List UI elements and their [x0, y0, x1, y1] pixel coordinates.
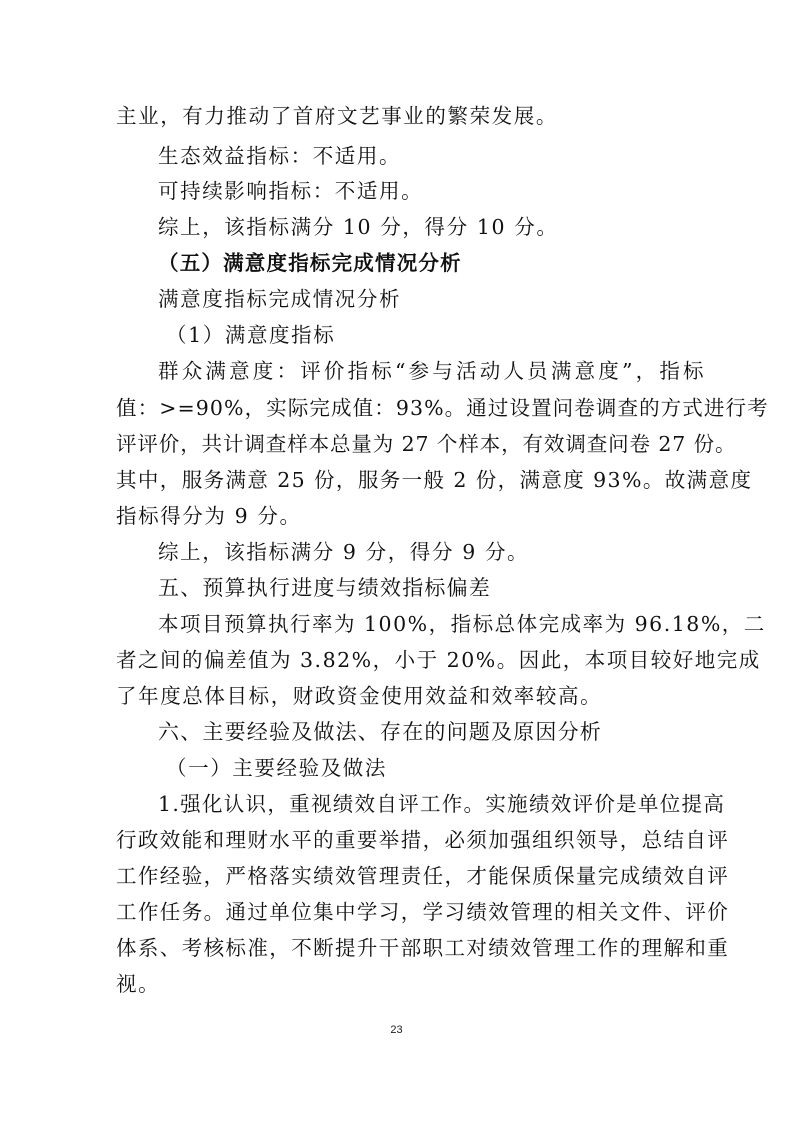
- paragraph-experience-line3: 工作经验，严格落实绩效管理责任，才能保质保量完成绩效自评: [116, 864, 730, 888]
- paragraph-experience-line2: 行政效能和理财水平的重要举措，必须加强组织领导，总结自评: [116, 828, 730, 852]
- paragraph-public-satisfaction-line1: 群众满意度：评价指标“参与活动人员满意度”，指标: [158, 359, 707, 383]
- paragraph-budget-line1: 本项目预算执行率为 100%，指标总体完成率为 96.18%，二: [158, 612, 766, 636]
- paragraph-budget-line2: 者之间的偏差值为 3.82%，小于 20%。因此，本项目较好地完成: [116, 648, 761, 672]
- paragraph-public-satisfaction-line4: 其中，服务满意 25 份，服务一般 2 份，满意度 93%。故满意度: [116, 468, 753, 492]
- section-heading-satisfaction: （五）满意度指标完成情况分析: [158, 251, 462, 275]
- paragraph-experience-line1: 1.强化认识，重视绩效自评工作。实施绩效评价是单位提高: [158, 792, 726, 816]
- ecological-benefit-indicator: 生态效益指标：不适用。: [158, 144, 402, 168]
- heading-budget-deviation: 五、预算执行进度与绩效指标偏差: [158, 576, 491, 600]
- subheading-satisfaction-indicator: （1）满意度指标: [166, 323, 336, 347]
- summary-score-line: 综上，该指标满分 10 分，得分 10 分。: [158, 215, 559, 239]
- subheading-satisfaction-analysis: 满意度指标完成情况分析: [158, 287, 402, 311]
- summary-satisfaction-score: 综上，该指标满分 9 分，得分 9 分。: [158, 540, 530, 564]
- paragraph-public-satisfaction-line5: 指标得分为 9 分。: [116, 504, 302, 528]
- heading-experience-issues: 六、主要经验及做法、存在的问题及原因分析: [158, 720, 602, 744]
- paragraph-continuation: 主业，有力推动了首府文艺事业的繁荣发展。: [116, 104, 558, 128]
- paragraph-experience-line5: 体系、考核标准，不断提升干部职工对绩效管理工作的理解和重: [116, 936, 730, 960]
- page-number: 23: [390, 1024, 403, 1036]
- paragraph-budget-line3: 了年度总体目标，财政资金使用效益和效率较高。: [116, 684, 603, 708]
- sustainable-impact-indicator: 可持续影响指标：不适用。: [158, 179, 424, 203]
- paragraph-public-satisfaction-line2: 值：>=90%，实际完成值：93%。通过设置问卷调查的方式进行考: [116, 396, 769, 420]
- subheading-main-experience: （一）主要经验及做法: [166, 756, 387, 780]
- paragraph-experience-line4: 工作任务。通过单位集中学习，学习绩效管理的相关文件、评价: [116, 900, 730, 924]
- paragraph-experience-line6: 视。: [116, 972, 161, 996]
- paragraph-public-satisfaction-line3: 评评价，共计调查样本总量为 27 个样本，有效调查问卷 27 份。: [116, 432, 737, 456]
